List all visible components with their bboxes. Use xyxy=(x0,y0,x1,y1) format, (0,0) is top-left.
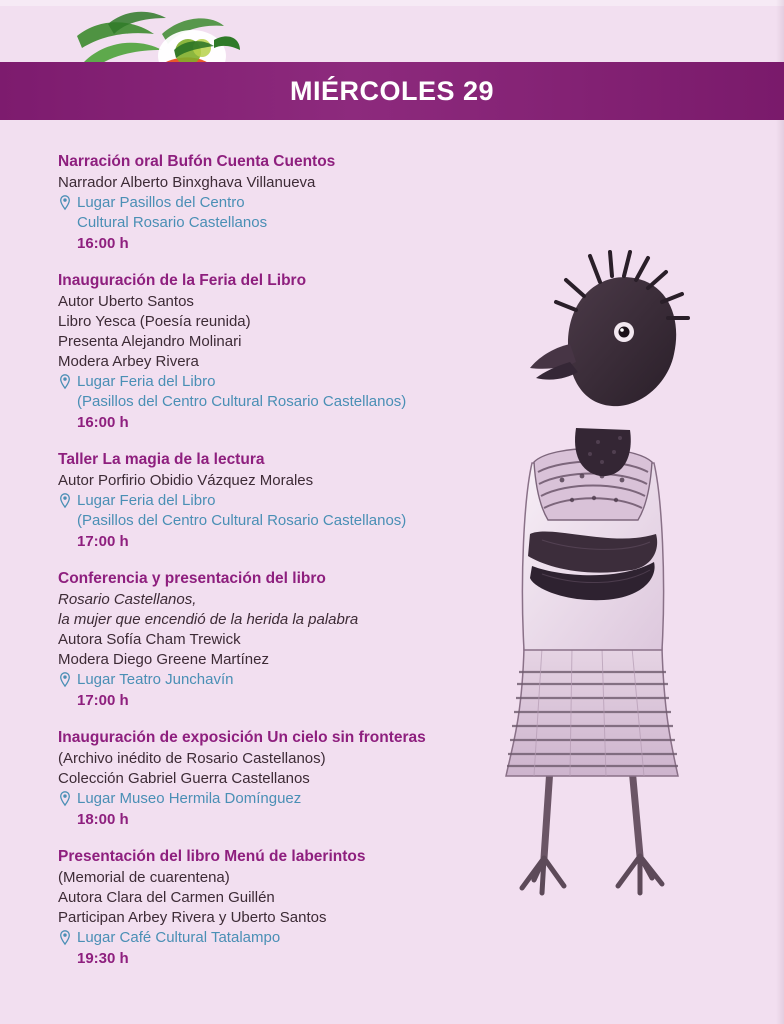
event-place-label: Lugar Café Cultural Tatalampo xyxy=(77,929,281,946)
event-detail-line: Presenta Alejandro Molinari xyxy=(58,333,242,350)
schedule-list xyxy=(58,152,488,986)
event-detail-line: la mujer que encendió de la herida la palabra xyxy=(58,611,359,628)
location-pin-icon xyxy=(58,493,72,509)
event-item xyxy=(58,450,488,552)
event-time: 19:30 h xyxy=(77,950,129,967)
event-place-continuation: (Pasillos del Centro Cultural Rosario Castellanos) xyxy=(77,512,407,529)
location-pin-icon xyxy=(58,930,72,946)
event-detail-line: (Archivo inédito de Rosario Castellanos) xyxy=(58,750,326,767)
event-place-continuation: Cultural Rosario Castellanos xyxy=(77,214,268,231)
event-place xyxy=(58,789,488,809)
event-time: 18:00 h xyxy=(77,811,129,828)
event-detail-line: Colección Gabriel Guerra Castellanos xyxy=(58,770,310,787)
event-detail-line: Autor Uberto Santos xyxy=(58,293,194,310)
event-detail-line: Narrador Alberto Binxghava Villanueva xyxy=(58,174,316,191)
event-place-label: Lugar Pasillos del Centro xyxy=(77,194,245,211)
event-title: Presentación del libro Menú de laberintos xyxy=(58,848,366,865)
event-place-label: Lugar Museo Hermila Domínguez xyxy=(77,790,302,807)
page-right-edge xyxy=(776,0,784,1024)
event-detail-line: Modera Diego Greene Martínez xyxy=(58,651,269,668)
event-item xyxy=(58,271,488,433)
event-detail-line: Participan Arbey Rivera y Uberto Santos xyxy=(58,909,327,926)
event-place xyxy=(58,928,488,948)
event-detail-line: (Memorial de cuarentena) xyxy=(58,869,230,886)
event-place-continuation: (Pasillos del Centro Cultural Rosario Castellanos) xyxy=(77,393,407,410)
event-title: Conferencia y presentación del libro xyxy=(58,570,326,587)
event-detail-line: Autora Sofía Cham Trewick xyxy=(58,631,241,648)
event-detail-line: Autora Clara del Carmen Guillén xyxy=(58,889,275,906)
event-time: 17:00 h xyxy=(77,533,129,550)
page-top-edge xyxy=(0,0,784,6)
event-place-label: Lugar Teatro Junchavín xyxy=(77,671,234,688)
page-title: MIÉRCOLES 29 xyxy=(289,76,495,106)
event-place-label: Lugar Feria del Libro xyxy=(77,373,216,390)
header-band xyxy=(0,62,784,120)
event-item xyxy=(58,847,488,969)
event-place-label: Lugar Feria del Libro xyxy=(77,492,216,509)
event-item xyxy=(58,569,488,711)
event-time: 16:00 h xyxy=(77,235,129,252)
location-pin-icon xyxy=(58,195,72,211)
event-title: Narración oral Bufón Cuenta Cuentos xyxy=(58,153,336,170)
event-title: Inauguración de la Feria del Libro xyxy=(58,272,307,289)
event-detail-line: Modera Arbey Rivera xyxy=(58,353,199,370)
event-item xyxy=(58,152,488,254)
event-place xyxy=(58,193,488,213)
bird-woman-illustration xyxy=(472,248,762,938)
event-detail-line: Autor Porfirio Obidio Vázquez Morales xyxy=(58,472,314,489)
event-item xyxy=(58,728,488,830)
event-time: 17:00 h xyxy=(77,692,129,709)
location-pin-icon xyxy=(58,672,72,688)
location-pin-icon xyxy=(58,374,72,390)
event-title: Inauguración de exposición Un cielo sin fronteras xyxy=(58,729,426,746)
location-pin-icon xyxy=(58,791,72,807)
event-place xyxy=(58,670,488,690)
event-time: 16:00 h xyxy=(77,414,129,431)
event-detail-line: Rosario Castellanos, xyxy=(58,591,197,608)
event-place xyxy=(58,372,488,392)
event-detail-line: Libro Yesca (Poesía reunida) xyxy=(58,313,251,330)
event-title: Taller La magia de la lectura xyxy=(58,451,265,468)
event-place xyxy=(58,491,488,511)
